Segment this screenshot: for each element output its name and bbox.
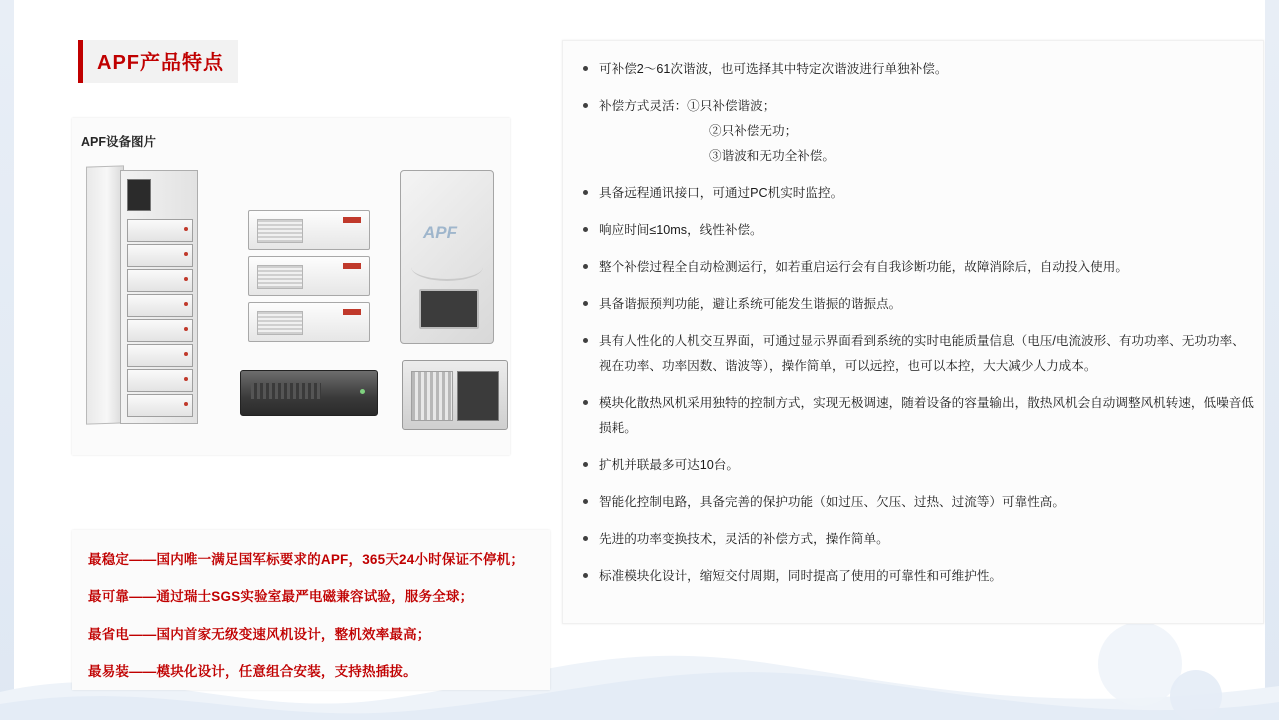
cabinet-module bbox=[127, 269, 193, 292]
wall-mounted-apf-image bbox=[400, 170, 494, 344]
module-led-icon bbox=[184, 352, 188, 356]
vent-grille-icon bbox=[257, 265, 303, 289]
decor-curve bbox=[411, 253, 483, 281]
cabinet-module bbox=[127, 319, 193, 342]
bullet-dot-icon bbox=[583, 462, 588, 467]
list-item bbox=[573, 329, 1255, 379]
brand-badge bbox=[343, 309, 361, 315]
bullet-dot-icon bbox=[583, 103, 588, 108]
bullet-dot-icon bbox=[583, 499, 588, 504]
stacked-modules-image bbox=[248, 210, 370, 342]
list-item bbox=[573, 292, 1255, 317]
rack-unit-image bbox=[240, 370, 378, 416]
feature-text: 扩机并联最多可达10台。 bbox=[599, 458, 739, 472]
cabinet-module bbox=[127, 219, 193, 242]
feature-text: 补偿方式灵活：①只补偿谐波； bbox=[599, 99, 776, 113]
equipment-image-card bbox=[72, 118, 510, 455]
apf-logo-text: APF bbox=[423, 223, 457, 242]
rack-front-grille bbox=[251, 383, 321, 399]
bullet-dot-icon bbox=[583, 338, 588, 343]
list-item bbox=[573, 94, 1255, 169]
display-screen bbox=[419, 289, 479, 329]
module-led-icon bbox=[184, 377, 188, 381]
cabinet-body bbox=[120, 170, 198, 424]
feature-text: 智能化控制电路，具备完善的保护功能（如过压、欠压、过热、过流等）可靠性高。 bbox=[599, 495, 1065, 509]
feature-subtext: ②只补偿无功； bbox=[709, 124, 798, 138]
cabinet-module bbox=[127, 244, 193, 267]
cabinet-control-panel bbox=[127, 179, 151, 211]
module-led-icon bbox=[184, 252, 188, 256]
module-led-icon bbox=[184, 227, 188, 231]
heatsink-fins bbox=[411, 371, 453, 421]
vent-grille-icon bbox=[257, 311, 303, 335]
highlight-line: 最易装——模块化设计，任意组合安装，支持热插拔。 bbox=[88, 664, 417, 679]
page-title-text: APF产品特点 bbox=[97, 52, 224, 74]
list-item bbox=[573, 218, 1255, 243]
power-module-image bbox=[402, 360, 508, 430]
list-item bbox=[573, 453, 1255, 478]
equipment-illustration bbox=[80, 158, 502, 446]
bullet-dot-icon bbox=[583, 400, 588, 405]
list-item bbox=[573, 255, 1255, 280]
highlight-line: 最可靠——通过瑞士SGS实验室最严电磁兼容试验，服务全球； bbox=[88, 589, 474, 604]
bullet-dot-icon bbox=[583, 66, 588, 71]
list-item bbox=[573, 490, 1255, 515]
cabinet-door bbox=[86, 165, 124, 424]
page-title bbox=[78, 40, 238, 83]
list-item bbox=[573, 527, 1255, 552]
bullet-dot-icon bbox=[583, 536, 588, 541]
bullet-dot-icon bbox=[583, 227, 588, 232]
feature-text: 响应时间≤10ms，线性补偿。 bbox=[599, 223, 763, 237]
module-led-icon bbox=[184, 277, 188, 281]
highlights-card bbox=[72, 530, 550, 690]
equipment-image-label: APF设备图片 bbox=[81, 135, 157, 149]
bullet-dot-icon bbox=[583, 264, 588, 269]
list-item bbox=[573, 391, 1255, 441]
feature-text: 可补偿2～61次谐波，也可选择其中特定次谐波进行单独补偿。 bbox=[599, 62, 948, 76]
cabinet-module bbox=[127, 369, 193, 392]
feature-text: 标准模块化设计，缩短交付周期，同时提高了使用的可靠性和可维护性。 bbox=[599, 569, 1002, 583]
module-connector-block bbox=[457, 371, 499, 421]
feature-list-panel bbox=[562, 40, 1264, 624]
list-item bbox=[573, 564, 1255, 589]
feature-list bbox=[573, 57, 1255, 601]
brand-badge bbox=[343, 217, 361, 223]
rack-status-led-icon bbox=[360, 389, 365, 394]
feature-subtext: ③谐波和无功全补偿。 bbox=[709, 149, 835, 163]
bullet-dot-icon bbox=[583, 301, 588, 306]
stack-unit bbox=[248, 256, 370, 296]
feature-text: 具备谐振预判功能，避让系统可能发生谐振的谐振点。 bbox=[599, 297, 902, 311]
floor-cabinet-image bbox=[86, 166, 198, 424]
module-led-icon bbox=[184, 402, 188, 406]
cabinet-module bbox=[127, 294, 193, 317]
highlight-line: 最稳定——国内唯一满足国军标要求的APF，365天24小时保证不停机； bbox=[88, 552, 525, 567]
list-item bbox=[573, 181, 1255, 206]
highlight-line: 最省电——国内首家无级变速风机设计，整机效率最高； bbox=[88, 627, 431, 642]
cabinet-module bbox=[127, 394, 193, 417]
feature-text: 具有人性化的人机交互界面，可通过显示界面看到系统的实时电能质量信息（电压/电流波形、有功功率、无功功率、视在功率、功率因数、谐波等），操作简单，可以远控，也可以本控，大大减少人力成本。 bbox=[599, 334, 1245, 373]
cabinet-module bbox=[127, 344, 193, 367]
feature-text: 整个补偿过程全自动检测运行，如若重启运行会有自我诊断功能，故障消除后，自动投入使用。 bbox=[599, 260, 1128, 274]
feature-text: 先进的功率变换技术，灵活的补偿方式，操作简单。 bbox=[599, 532, 889, 546]
feature-text: 模块化散热风机采用独特的控制方式，实现无极调速，随着设备的容量输出，散热风机会自动调整风机转速，低噪音低损耗。 bbox=[599, 396, 1254, 435]
feature-text: 具备远程通讯接口，可通过PC机实时监控。 bbox=[599, 186, 844, 200]
stack-unit bbox=[248, 302, 370, 342]
module-led-icon bbox=[184, 302, 188, 306]
vent-grille-icon bbox=[257, 219, 303, 243]
stack-unit bbox=[248, 210, 370, 250]
bullet-dot-icon bbox=[583, 573, 588, 578]
brand-badge bbox=[343, 263, 361, 269]
list-item bbox=[573, 57, 1255, 82]
module-led-icon bbox=[184, 327, 188, 331]
bullet-dot-icon bbox=[583, 190, 588, 195]
